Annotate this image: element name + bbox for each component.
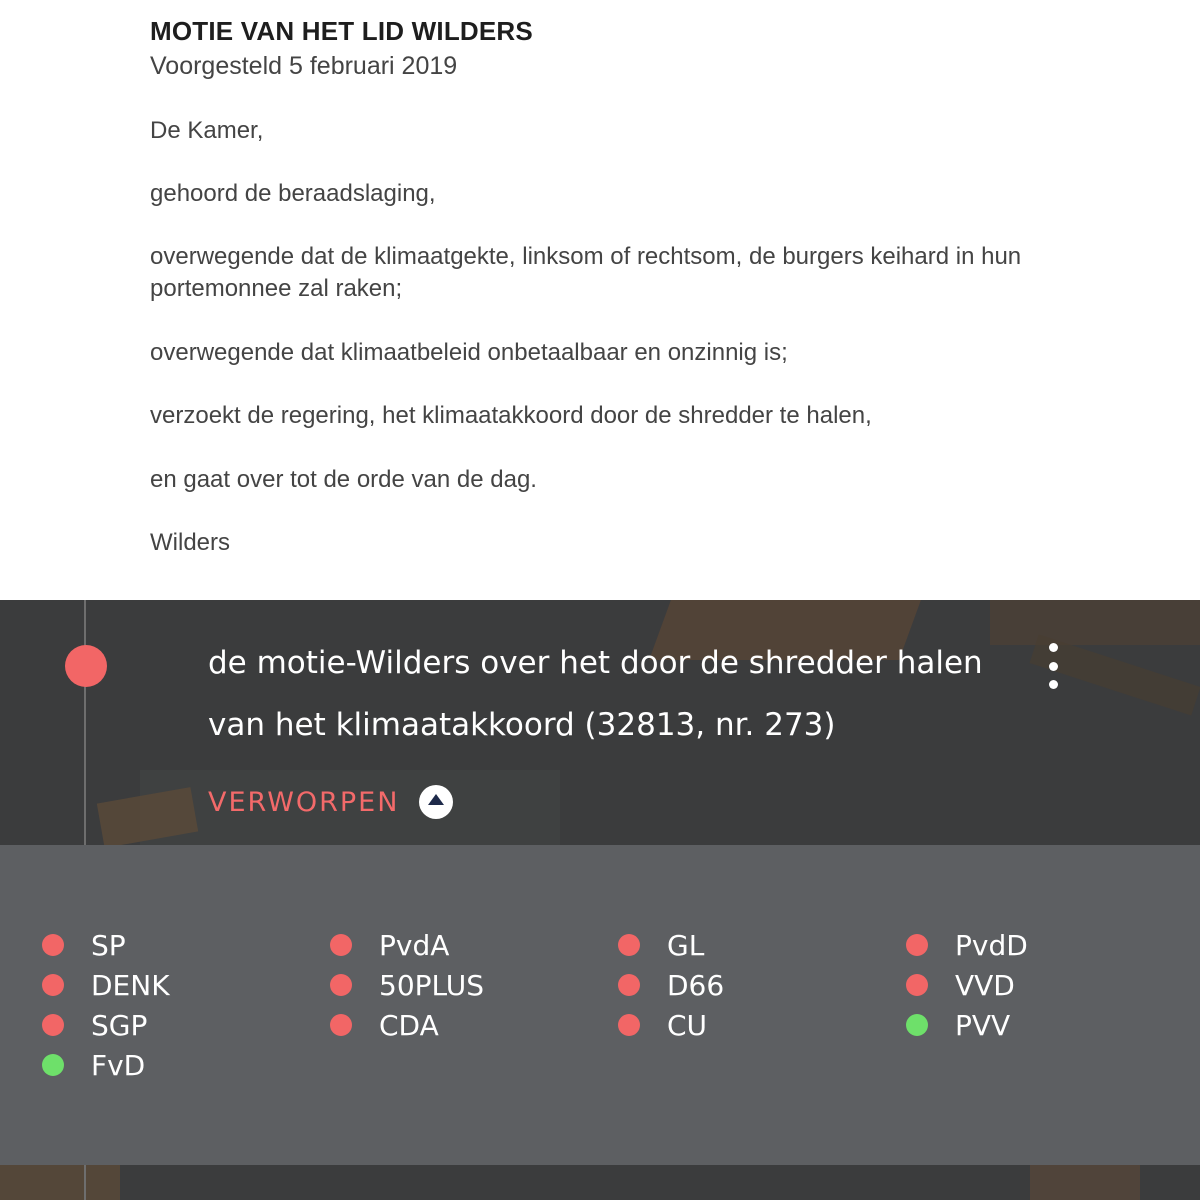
party-name: CDA	[379, 1008, 439, 1042]
motion-card	[0, 600, 1200, 1200]
menu-dot	[1049, 680, 1058, 689]
party-name: GL	[667, 928, 705, 962]
party-vote	[330, 927, 449, 963]
party-name: 50PLUS	[379, 968, 484, 1002]
more-vertical-icon[interactable]	[1036, 643, 1070, 689]
document-date: Voorgesteld 5 februari 2019	[150, 52, 458, 80]
party-name: SGP	[91, 1008, 148, 1042]
vote-for-dot	[906, 1014, 928, 1036]
party-vote	[618, 967, 724, 1003]
document-paragraph: gehoord de beraadslaging,	[150, 180, 436, 207]
vote-against-dot	[42, 974, 64, 996]
party-vote	[906, 967, 1015, 1003]
document-paragraph: De Kamer,	[150, 117, 264, 144]
party-name: SP	[91, 928, 126, 962]
party-name: PvdA	[379, 928, 450, 962]
party-name: FvD	[91, 1048, 146, 1082]
party-vote	[42, 1007, 147, 1043]
vote-against-dot	[330, 934, 352, 956]
document-paragraph: overwegende dat klimaatbeleid onbetaalbaar en onzinnig is;	[150, 339, 788, 366]
vote-against-dot	[42, 1014, 64, 1036]
document-paragraph: verzoekt de regering, het klimaatakkoord door de shredder te halen,	[150, 402, 872, 429]
party-vote	[906, 1007, 1010, 1043]
party-vote	[42, 1047, 145, 1083]
party-vote	[330, 1007, 439, 1043]
party-vote	[42, 927, 126, 963]
party-name: PVV	[955, 1008, 1011, 1042]
status-indicator-dot	[65, 645, 107, 687]
party-name: D66	[667, 968, 725, 1002]
vote-against-dot	[618, 1014, 640, 1036]
party-name: VVD	[955, 968, 1015, 1002]
menu-dot	[1049, 662, 1058, 671]
votes-panel	[0, 845, 1200, 1165]
menu-dot	[1049, 643, 1058, 652]
vote-against-dot	[330, 1014, 352, 1036]
result-status: VERWORPEN	[208, 786, 400, 818]
party-name: DENK	[91, 968, 170, 1002]
party-vote	[906, 927, 1028, 963]
vote-against-dot	[42, 934, 64, 956]
document-paragraph: en gaat over tot de orde van de dag.	[150, 466, 537, 493]
party-vote	[42, 967, 170, 1003]
background-photo-shape	[0, 1160, 120, 1200]
vote-for-dot	[42, 1054, 64, 1076]
motion-title[interactable]: de motie-Wilders over het door de shredder halen van het klimaatakkoord (32813, nr. 273)	[208, 645, 983, 743]
vote-against-dot	[618, 974, 640, 996]
party-name: CU	[667, 1008, 708, 1042]
result-toggle[interactable]	[208, 780, 453, 824]
party-vote	[330, 967, 484, 1003]
document-paragraph: overwegende dat de klimaatgekte, linksom of rechtsom, de burgers keihard in hun portemonnee zal raken;	[150, 243, 1022, 302]
vote-against-dot	[906, 934, 928, 956]
chevron-up-icon[interactable]	[419, 785, 453, 819]
vote-against-dot	[906, 974, 928, 996]
party-vote	[618, 1007, 707, 1043]
vote-against-dot	[618, 934, 640, 956]
document-title: MOTIE VAN HET LID WILDERS	[150, 16, 533, 46]
vote-against-dot	[330, 974, 352, 996]
party-name: PvdD	[955, 928, 1028, 962]
background-photo-shape	[1030, 1165, 1140, 1200]
document-signature: Wilders	[150, 529, 231, 556]
party-vote	[618, 927, 704, 963]
